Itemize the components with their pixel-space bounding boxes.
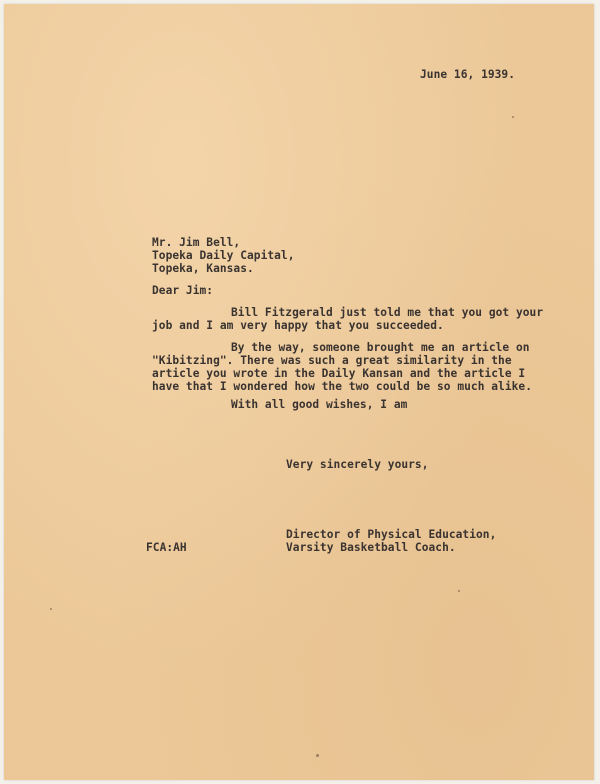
signature-title-line-2: Varsity Basketball Coach.	[286, 541, 456, 554]
letter-page	[4, 4, 594, 780]
recipient-city: Topeka, Kansas.	[152, 262, 254, 275]
letter-date: June 16, 1939.	[420, 68, 515, 81]
paragraph-3: With all good wishes, I am	[231, 398, 408, 411]
paragraph-2-line-3: article you wrote in the Daily Kansan and the article I	[152, 367, 526, 380]
reference-initials: FCA:AH	[146, 541, 187, 554]
paper-speck	[512, 116, 514, 118]
complimentary-closing: Very sincerely yours,	[286, 458, 429, 471]
recipient-name: Mr. Jim Bell,	[152, 236, 241, 249]
recipient-company: Topeka Daily Capital,	[152, 249, 295, 262]
paragraph-2-line-2: "Kibitzing". There was such a great similarity in the	[152, 354, 512, 367]
paper-speck	[316, 754, 319, 757]
paragraph-2-line-1: By the way, someone brought me an article on	[231, 341, 530, 354]
paragraph-2-line-4: have that I wondered how the two could be so much alike.	[152, 380, 532, 393]
paper-speck	[458, 590, 460, 592]
salutation: Dear Jim:	[152, 284, 214, 297]
paragraph-1-line-2: job and I am very happy that you succeeded.	[152, 319, 444, 332]
paragraph-1-line-1: Bill Fitzgerald just told me that you got your	[231, 306, 544, 319]
paper-speck	[50, 608, 52, 610]
signature-title-line-1: Director of Physical Education,	[286, 528, 497, 541]
